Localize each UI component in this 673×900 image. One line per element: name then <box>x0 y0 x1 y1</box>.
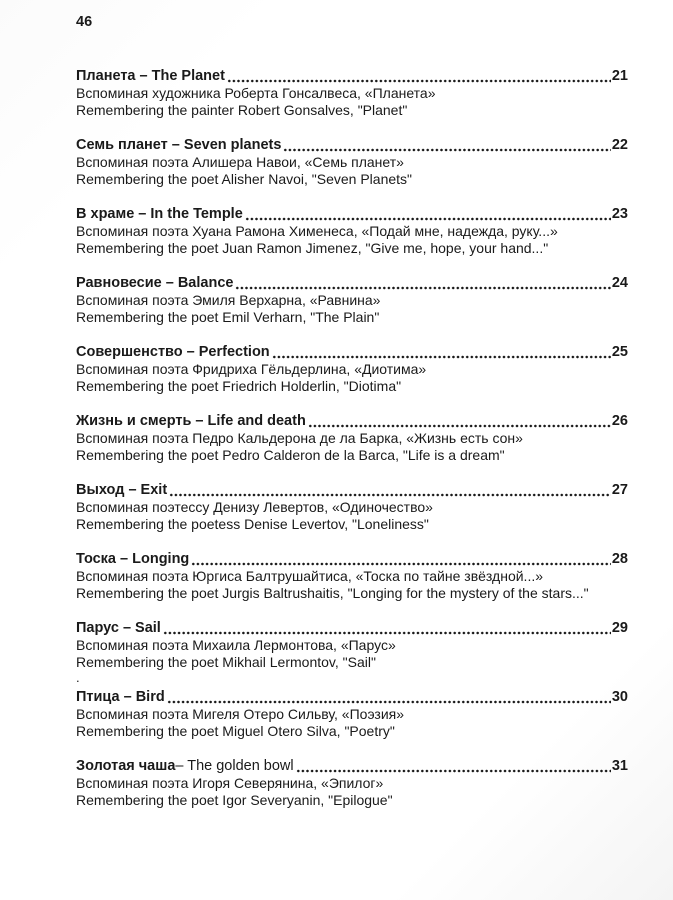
entry-title: Золотая чаша <box>76 758 176 774</box>
entry-subtitle-ru: Вспоминая поэта Игоря Северянина, «Эпилог» <box>76 775 384 791</box>
dot-leader <box>296 769 611 773</box>
entry-page-ref: 21 <box>611 68 628 84</box>
entry-title: Планета – The Planet <box>76 68 225 84</box>
toc-entry <box>76 344 628 395</box>
entry-title-tail: – The golden bowl <box>175 758 294 774</box>
entry-subtitle-en: Remembering the painter Robert Gonsalves, "Planet" <box>76 102 408 118</box>
dot-leader <box>308 424 611 428</box>
toc-entries <box>76 68 628 809</box>
entry-subtitle-en: Remembering the poet Pedro Calderon de la Barca, "Life is a dream" <box>76 447 505 463</box>
dot-leader <box>227 79 611 83</box>
entry-title-line <box>76 344 628 361</box>
dot-leader <box>245 217 611 221</box>
entry-title-line <box>76 275 628 292</box>
toc-entry <box>76 620 628 685</box>
entry-title: Тоска – Longing <box>76 551 190 567</box>
entry-subtitle-ru: Вспоминая поэта Юргиса Балтрушайтиса, «Тоска по тайне звёздной...» <box>76 568 544 584</box>
entry-title: Выход – Exit <box>76 482 168 498</box>
entry-title: Парус – Sail <box>76 620 161 636</box>
entry-title: В храме – In the Temple <box>76 206 243 222</box>
toc-entry <box>76 413 628 464</box>
entry-subtitle-ru: Вспоминая поэта Фридриха Гёльдерлина, «Диотима» <box>76 361 427 377</box>
entry-title-line <box>76 206 628 223</box>
entry-title-line <box>76 551 628 568</box>
entry-title: Жизнь и смерть – Life and death <box>76 413 306 429</box>
entry-page-ref: 31 <box>611 758 628 774</box>
toc-entry <box>76 482 628 533</box>
dot-leader <box>272 355 611 359</box>
entry-subtitle-ru: Вспоминая поэта Михаила Лермонтова, «Парус» <box>76 637 396 653</box>
entry-subtitle-en: Remembering the poet Mikhail Lermontov, "Sail" <box>76 654 376 670</box>
entry-title-line <box>76 137 628 154</box>
entry-title: Семь планет – Seven planets <box>76 137 282 153</box>
entry-page-ref: 25 <box>611 344 628 360</box>
entry-title-line <box>76 413 628 430</box>
entry-title-line <box>76 758 628 775</box>
entry-page-ref: 22 <box>611 137 628 153</box>
entry-page-ref: 30 <box>611 689 628 705</box>
entry-subtitle-ru: Вспоминая поэта Педро Кальдерона де ла Барка, «Жизнь есть сон» <box>76 430 523 446</box>
entry-page-ref: 24 <box>611 275 628 291</box>
entry-subtitle-ru: Вспоминая поэта Мигеля Отеро Сильву, «Поэзия» <box>76 706 405 722</box>
dot-leader <box>235 286 610 290</box>
entry-subtitle-en: Remembering the poet Miguel Otero Silva, "Poetry" <box>76 723 395 739</box>
entry-title-line <box>76 482 628 499</box>
entry-subtitle-en: Remembering the poetess Denise Levertov, "Loneliness" <box>76 516 429 532</box>
entry-subtitle-en: Remembering the poet Jurgis Baltrushaitis, "Longing for the mystery of the stars..." <box>76 585 589 601</box>
entry-title: Птица – Bird <box>76 689 165 705</box>
entry-page-ref: 23 <box>611 206 628 222</box>
entry-subtitle-ru: Вспоминая поэта Эмиля Верхарна, «Равнина» <box>76 292 381 308</box>
toc-entry <box>76 137 628 188</box>
entry-page-ref: 29 <box>611 620 628 636</box>
entry-page-ref: 26 <box>611 413 628 429</box>
dot-leader <box>169 493 611 497</box>
entry-subtitle-en: Remembering the poet Alisher Navoi, "Seven Planets" <box>76 171 413 187</box>
toc-entry <box>76 206 628 257</box>
entry-title-line <box>76 68 628 85</box>
toc-entry <box>76 551 628 602</box>
entry-title: Совершенство – Perfection <box>76 344 270 360</box>
dot-leader <box>163 631 611 635</box>
entry-subtitle-ru: Вспоминая художника Роберта Гонсалвеса, «Планета» <box>76 85 436 101</box>
entry-subtitle-ru: Вспоминая поэта Алишера Навои, «Семь планет» <box>76 154 404 170</box>
entry-subtitle-ru: Вспоминая поэта Хуана Рамона Хименеса, «Подай мне, надежда, руку...» <box>76 223 558 239</box>
dot-leader <box>283 148 610 152</box>
entry-subtitle-en: Remembering the poet Friedrich Holderlin, "Diotima" <box>76 378 402 394</box>
entry-subtitle-en: Remembering the poet Igor Severyanin, "Epilogue" <box>76 792 393 808</box>
entry-subtitle-ru: Вспоминая поэтессу Денизу Левертов, «Одиночество» <box>76 499 433 515</box>
page-number: 46 <box>76 14 93 30</box>
dot-leader <box>191 562 611 566</box>
entry-title: Равновесие – Balance <box>76 275 234 291</box>
dot-leader <box>167 700 611 704</box>
entry-page-ref: 27 <box>611 482 628 498</box>
toc-entry <box>76 689 628 740</box>
toc-entry <box>76 758 628 809</box>
entry-title-line <box>76 620 628 637</box>
toc-entry <box>76 68 628 119</box>
entry-extra: . <box>76 670 80 685</box>
entry-subtitle-en: Remembering the poet Emil Verharn, "The Plain" <box>76 309 380 325</box>
entry-title-line <box>76 689 628 706</box>
entry-page-ref: 28 <box>611 551 628 567</box>
toc-entry <box>76 275 628 326</box>
entry-subtitle-en: Remembering the poet Juan Ramon Jimenez, "Give me, hope, your hand..." <box>76 240 549 256</box>
